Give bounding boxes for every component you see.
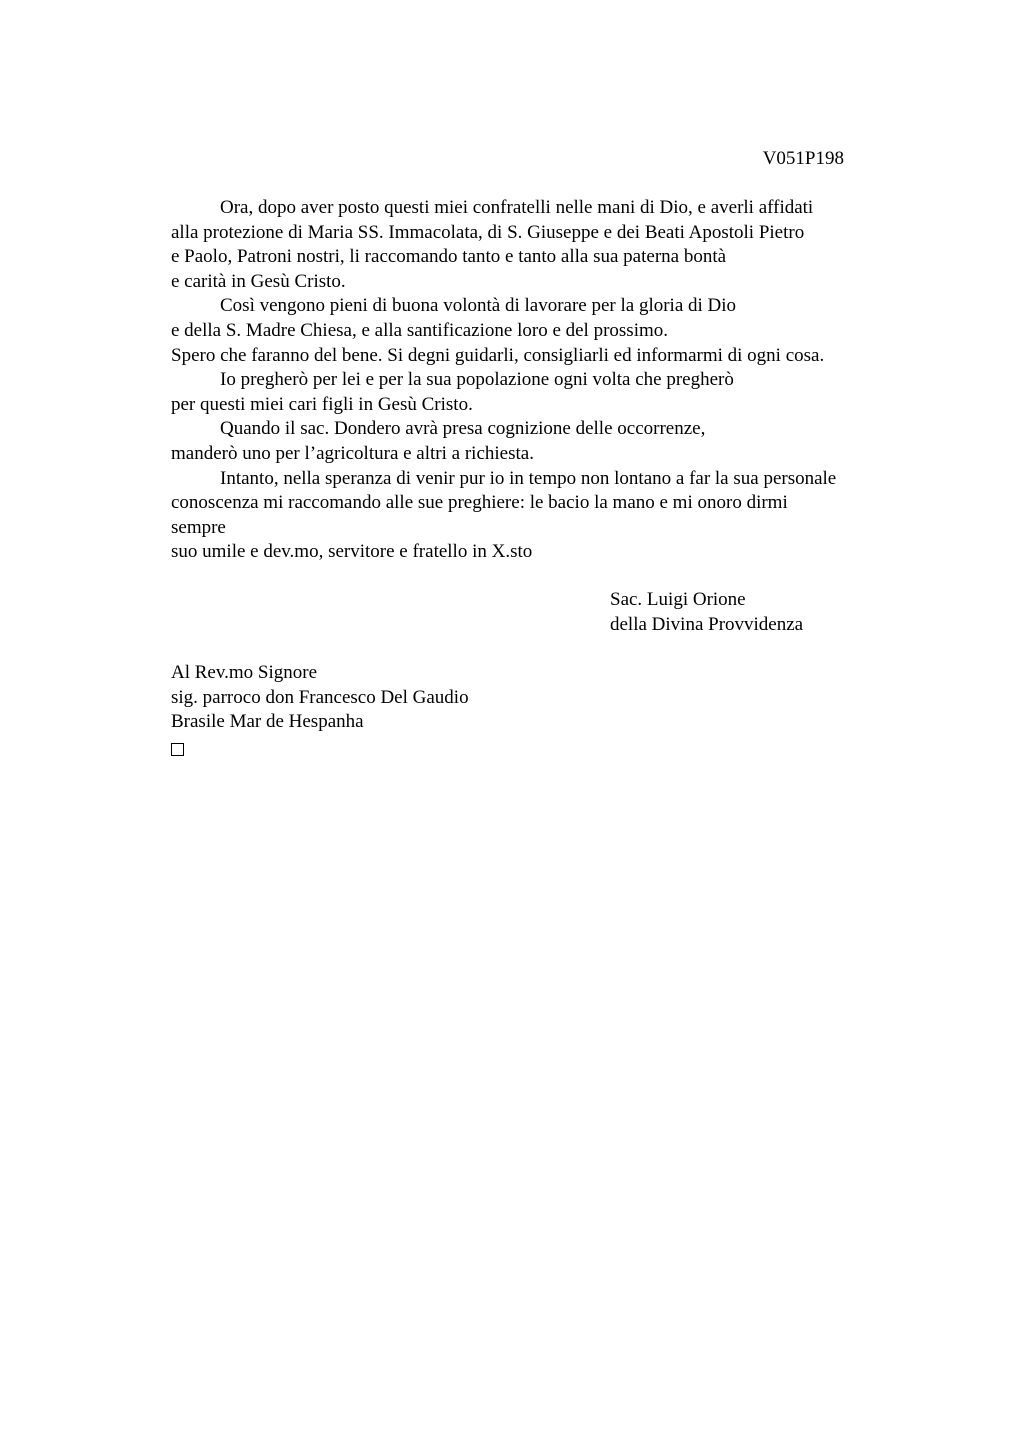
address-block xyxy=(171,661,469,762)
document-id: V051P198 xyxy=(762,148,844,169)
signature-name: Sac. Luigi Orione xyxy=(610,589,746,610)
body-line: Così vengono pieni di buona volontà di lavorare per la gloria di Dio xyxy=(220,295,737,317)
body-line: e Paolo, Patroni nostri, li raccomando tanto e tanto alla sua paterna bontà xyxy=(171,246,727,268)
body-line: e carità in Gesù Cristo. xyxy=(171,270,346,292)
body-line: e della S. Madre Chiesa, e alla santificazione loro e del prossimo. xyxy=(171,319,669,341)
letter-body xyxy=(171,196,901,565)
address-line: Brasile Mar de Hespanha xyxy=(171,711,364,733)
body-line: alla protezione di Maria SS. Immacolata, di S. Giuseppe e dei Beati Apostoli Pietro xyxy=(171,221,805,243)
body-line: Io pregherò per lei e per la sua popolazione ogni volta che pregherò xyxy=(220,369,734,391)
body-line: sempre xyxy=(171,516,226,538)
signature-block xyxy=(610,588,803,637)
body-line: Ora, dopo aver posto questi miei confratelli nelle mani di Dio, e averli affidati xyxy=(220,197,814,218)
body-line: per questi miei cari figli in Gesù Cristo. xyxy=(171,393,473,415)
address-line: sig. parroco don Francesco Del Gaudio xyxy=(171,686,469,708)
body-line: Spero che faranno del bene. Si degni guidarli, consigliarli ed informarmi di ogni cosa. xyxy=(171,344,825,366)
empty-box-icon xyxy=(171,743,184,756)
body-line: suo umile e dev.mo, servitore e fratello in X.sto xyxy=(171,541,533,563)
address-line: Al Rev.mo Signore xyxy=(171,662,318,683)
body-line: Quando il sac. Dondero avrà presa cognizione delle occorrenze, xyxy=(220,418,706,440)
body-line: Intanto, nella speranza di venir pur io in tempo non lontano a far la sua personale xyxy=(220,467,837,489)
body-line: conoscenza mi raccomando alle sue preghiere: le bacio la mano e mi onoro dirmi xyxy=(171,492,788,514)
body-line: manderò uno per l’agricoltura e altri a richiesta. xyxy=(171,442,534,464)
signature-title: della Divina Provvidenza xyxy=(610,613,804,635)
